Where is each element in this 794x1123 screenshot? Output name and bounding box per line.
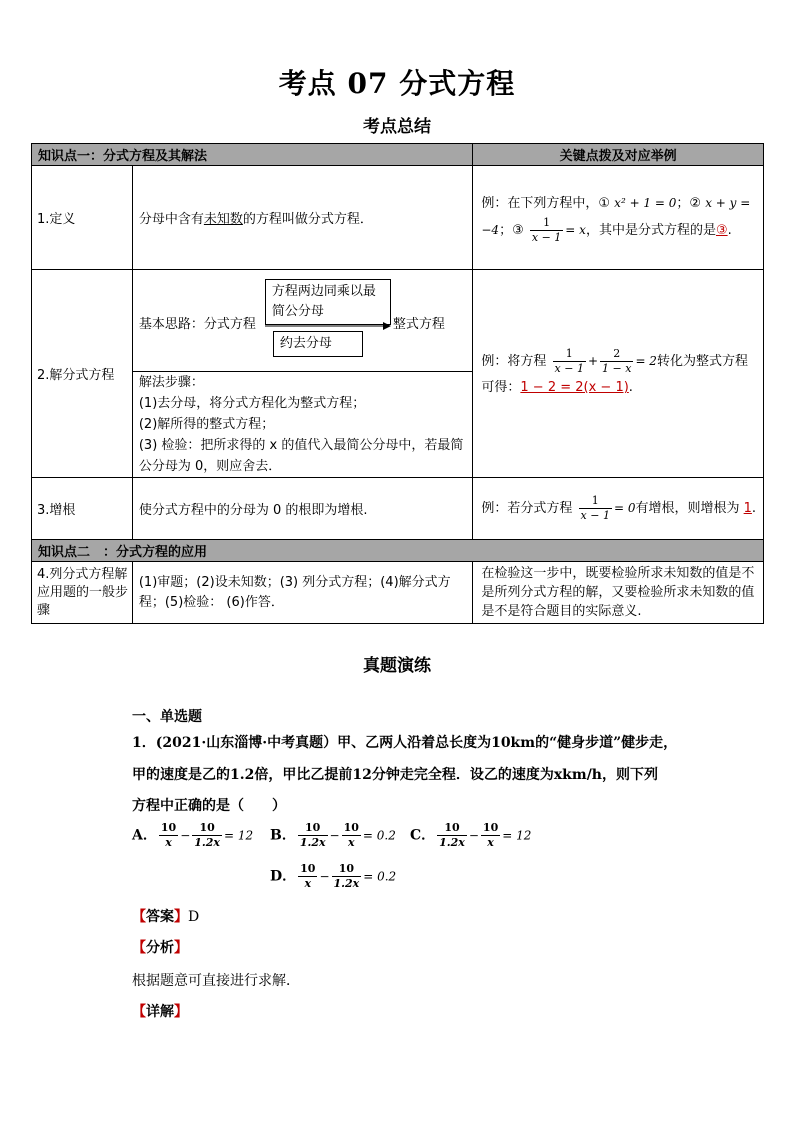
table-row <box>32 270 764 372</box>
table-row <box>32 562 764 624</box>
row-example: 例：将方程 $\frac{1}{x - 1}$ + $\frac{2}{1 - x}$ = 2转化为整式方程可得：1 − 2 = 2(x − 1). <box>473 270 764 478</box>
table-header <box>32 540 764 562</box>
row-content: (1)审题；(2)设未知数；(3) 列分式方程；(4)解分式方程；(5)检验： (6)作答． <box>132 562 473 624</box>
row-label: 3.增根 <box>32 478 133 540</box>
option-c[interactable]: C． $\frac{10}{1.2x}$ − $\frac{10}{x}$ = 12 <box>410 821 532 849</box>
detail-tag: 【详解】 <box>132 1004 188 1020</box>
row-content: 分母中含有未知数的方程叫做分式方程． <box>132 166 473 270</box>
option-a[interactable]: A． $\frac{10}{x}$ − $\frac{10}{1.2x}$ = 12 <box>132 821 254 849</box>
section-label: 一、单选题 <box>132 709 202 725</box>
header-key-points: 关键点拨及对应举例 <box>473 144 764 166</box>
header-knowledge-1: 知识点一：分式方程及其解法 <box>32 144 473 166</box>
table-row <box>32 166 764 270</box>
fraction: $\frac{1}{x - 1}$ <box>531 215 562 244</box>
page-title: 考点 07 分式方程 <box>278 67 516 100</box>
option-b[interactable]: B． $\frac{10}{1.2x}$ − $\frac{10}{x}$ = 0.2 <box>270 821 396 849</box>
row-example: 例：在下列方程中，① x² + 1 = 0；② x + y = −4；③ $\frac{1}{x - 1}$ = x，其中是分式方程的是③. <box>473 166 764 270</box>
option-d[interactable]: D． $\frac{10}{x}$ − $\frac{10}{1.2x}$ = 0.2 <box>270 862 397 890</box>
question-line: 1．(2021·山东淄博·中考真题）甲、乙两人沿着总长度为10km的“健身步道”健步走， <box>132 735 678 751</box>
practice-title: 真题演练 <box>363 656 431 676</box>
row-content: 使分式方程中的分母为 0 的根即为增根. <box>132 478 473 540</box>
question-line: 甲的速度是乙的1.2倍，甲比乙提前12分钟走完全程．设乙的速度为xkm/h，则下列 <box>132 767 658 783</box>
box-cancel: 约去分母 <box>273 331 363 357</box>
analysis-text: 根据题意可直接进行求解． <box>132 973 300 989</box>
box-multiply: 方程两边同乘以最简公分母 <box>265 279 391 325</box>
row-example: 例：若分式方程 $\frac{1}{x - 1}$ = 0有增根，则增根为 1. <box>473 478 764 540</box>
fraction: $\frac{1}{x - 1}$ <box>554 347 584 375</box>
idea-diagram: 基本思路：分式方程 方程两边同乘以最简公分母 整式方程 约去分母 <box>132 270 473 372</box>
solution-steps: 解法步骤： (1)去分母，将分式方程化为整式方程； (2)解所得的整式方程； (3) 检验：把所求得的 x 的值代入最简公分母中，若最简公分母为 0，则应舍去． <box>132 372 473 478</box>
page-subtitle: 考点总结 <box>363 117 431 137</box>
table-row <box>32 478 764 540</box>
analysis-tag: 【分析】 <box>132 940 188 956</box>
table-header <box>32 144 764 166</box>
row-label: 2.解分式方程 <box>32 270 133 478</box>
arrow-icon <box>265 321 391 331</box>
summary-table <box>31 143 764 624</box>
fraction: $\frac{2}{1 - x}$ <box>602 347 632 375</box>
row-example: 在检验这一步中，既要检验所求未知数的值是不是所列分式方程的解，又要检验所求未知数的值是不是符合题目的实际意义. <box>473 562 764 624</box>
question-line: 方程中正确的是（ ） <box>132 798 286 814</box>
row-label: 1.定义 <box>32 166 133 270</box>
row-label: 4.列分式方程解应用题的一般步骤 <box>32 562 133 624</box>
header-knowledge-2: 知识点二 ：分式方程的应用 <box>32 540 764 562</box>
answer-line: 【答案】D <box>132 909 200 925</box>
fraction: $\frac{1}{x - 1}$ <box>580 494 610 522</box>
